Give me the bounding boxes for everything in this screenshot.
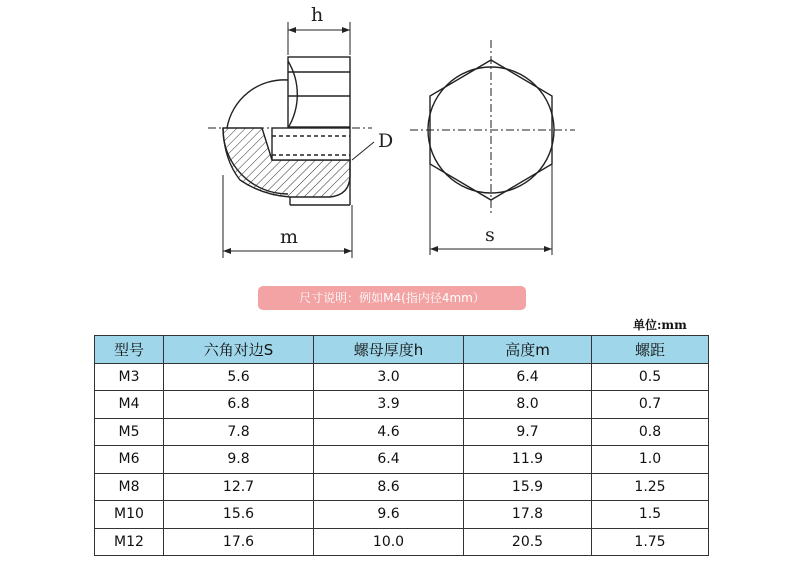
header-model: 型号 (95, 336, 164, 364)
cell-model: M3 (95, 363, 164, 391)
table-header-row (95, 336, 709, 364)
cell-hex-width: 7.8 (164, 418, 314, 446)
table-row (95, 528, 709, 556)
cell-height: 6.4 (464, 363, 592, 391)
cell-hex-width: 9.8 (164, 446, 314, 474)
unit-label: 单位:mm (633, 318, 687, 332)
cell-model: M10 (95, 501, 164, 529)
dimension-label-m: m (280, 226, 299, 248)
cell-hex-width: 15.6 (164, 501, 314, 529)
cell-height: 20.5 (464, 528, 592, 556)
cell-nut-thickness: 6.4 (314, 446, 464, 474)
cell-height: 8.0 (464, 391, 592, 419)
cell-model: M12 (95, 528, 164, 556)
cell-hex-width: 5.6 (164, 363, 314, 391)
table-row (95, 473, 709, 501)
cell-nut-thickness: 8.6 (314, 473, 464, 501)
cell-model: M8 (95, 473, 164, 501)
dimension-label-h: h (311, 4, 324, 26)
cell-pitch: 0.8 (592, 418, 709, 446)
table-row (95, 391, 709, 419)
cell-model: M5 (95, 418, 164, 446)
cell-hex-width: 6.8 (164, 391, 314, 419)
cell-hex-width: 17.6 (164, 528, 314, 556)
cell-height: 11.9 (464, 446, 592, 474)
header-hex-width: 六角对边S (164, 336, 314, 364)
cell-pitch: 0.5 (592, 363, 709, 391)
table-row (95, 501, 709, 529)
front-view (410, 40, 575, 255)
cell-pitch: 1.25 (592, 473, 709, 501)
table-row (95, 363, 709, 391)
cell-hex-width: 12.7 (164, 473, 314, 501)
size-note-banner: 尺寸说明：例如M4(指内径4mm） (258, 286, 526, 310)
cell-height: 15.9 (464, 473, 592, 501)
spec-table (94, 335, 709, 556)
side-view (208, 22, 374, 258)
cell-nut-thickness: 10.0 (314, 528, 464, 556)
cell-nut-thickness: 4.6 (314, 418, 464, 446)
dimension-label-d: D (378, 130, 394, 152)
cell-pitch: 0.7 (592, 391, 709, 419)
cell-nut-thickness: 3.0 (314, 363, 464, 391)
cell-model: M6 (95, 446, 164, 474)
cell-pitch: 1.0 (592, 446, 709, 474)
cell-pitch: 1.75 (592, 528, 709, 556)
cell-height: 9.7 (464, 418, 592, 446)
dimension-label-s: s (485, 224, 495, 246)
table-row (95, 446, 709, 474)
cell-pitch: 1.5 (592, 501, 709, 529)
cell-nut-thickness: 3.9 (314, 391, 464, 419)
cell-height: 17.8 (464, 501, 592, 529)
table-row (95, 418, 709, 446)
header-height: 高度m (464, 336, 592, 364)
cell-nut-thickness: 9.6 (314, 501, 464, 529)
header-nut-thickness: 螺母厚度h (314, 336, 464, 364)
header-pitch: 螺距 (592, 336, 709, 364)
cell-model: M4 (95, 391, 164, 419)
